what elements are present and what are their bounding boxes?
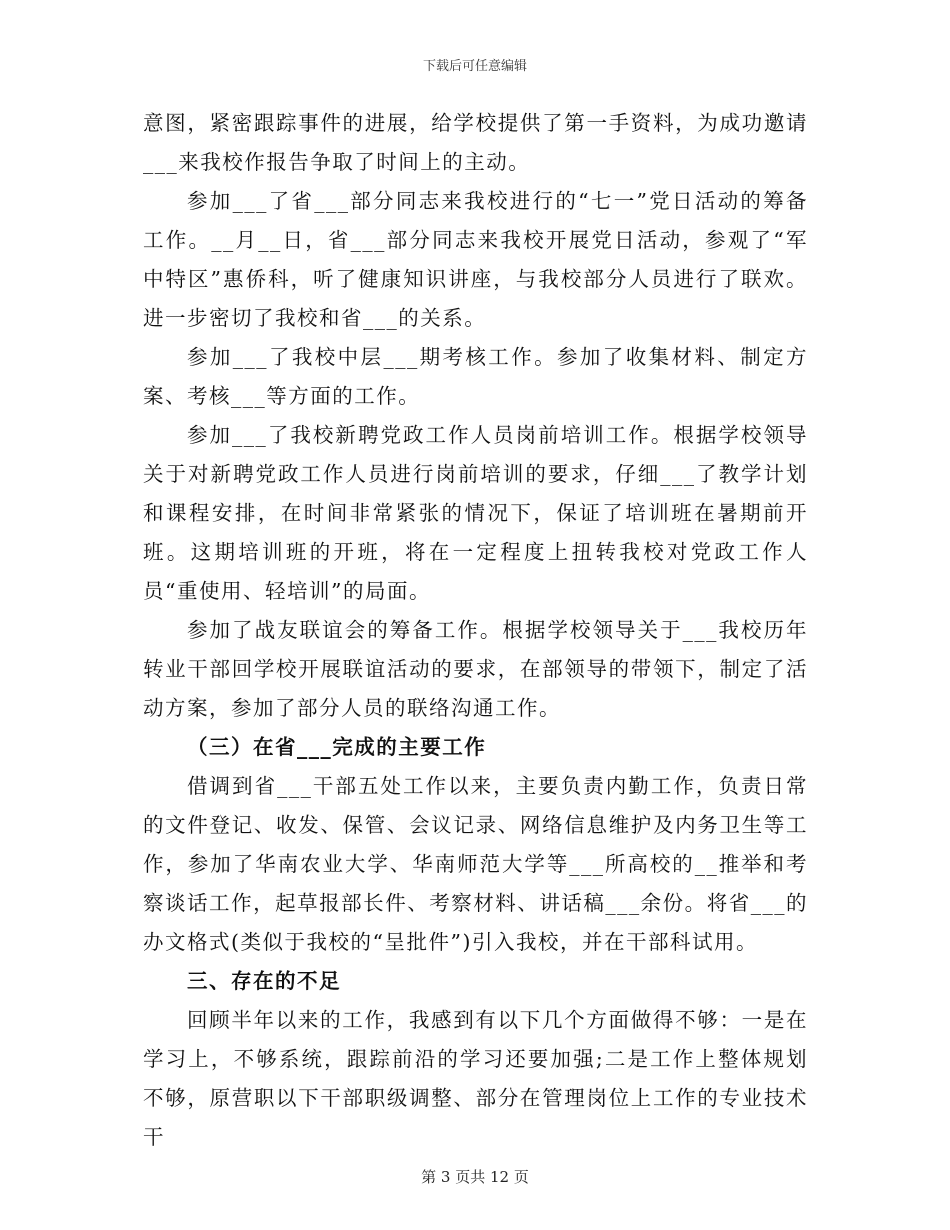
paragraph-shortcomings: 回顾半年以来的工作，我感到有以下几个方面做得不够：一是在学习上，不够系统，跟踪前沿的学习还要加强;二是工作上整体规划不够，原营职以下干部职级调整、部分在管理岗位上工作的专业技术干 [143,1008,808,1149]
paragraph-continued: 意图，紧密跟踪事件的进展，给学校提供了第一手资料，为成功邀请___来我校作报告争取了时间上的主动。 [143,111,808,174]
section-heading-provincial-work: （三）在省___完成的主要工作 [187,735,487,759]
paragraph-comrade-reunion: 参加了战友联谊会的筹备工作。根据学校领导关于___我校历年转业干部回学校开展联谊活动的要求，在部领导的带领下，制定了活动方案，参加了部分人员的联络沟通工作。 [143,618,808,720]
paragraph-staff-training: 参加___了我校新聘党政工作人员岗前培训工作。根据学校领导关于对新聘党政工作人员进行岗前培训的要求，仔细___了教学计划和课程安排，在时间非常紧张的情况下，保证了培训班在暑期前开班。这期培训班的开班，将在一定程度上扭转我校对党政工作人员“重使用、轻培训”的局面。 [143,423,808,603]
paragraph-midlevel-assessment: 参加___了我校中层___期考核工作。参加了收集材料、制定方案、考核___等方面的工作。 [143,345,808,408]
paragraph-party-day-activity: 参加___了省___部分同志来我校进行的“七一”党日活动的筹备工作。__月__日，省___部分同志来我校开展党日活动，参观了“军中特区”惠侨科，听了健康知识讲座，与我校部分人员进行了联欢。进一步密切了我校和省___的关系。 [143,189,808,330]
paragraph-provincial-duties: 借调到省___干部五处工作以来，主要负责内勤工作，负责日常的文件登记、收发、保管、会议记录、网络信息维护及内务卫生等工作，参加了华南农业大学、华南师范大学等___所高校的__推举和考察谈话工作，起草报部长件、考察材料、讲话稿___余份。将省___的办文格式(类似于我校的“呈批件”)引入我校，并在干部科试用。 [143,774,808,954]
document-body [143,104,808,1157]
page-header-note: 下载后可任意编辑 [422,59,527,74]
page-footer-number: 第 3 页共 12 页 [421,1168,529,1186]
section-heading-shortcomings: 三、存在的不足 [187,969,341,993]
